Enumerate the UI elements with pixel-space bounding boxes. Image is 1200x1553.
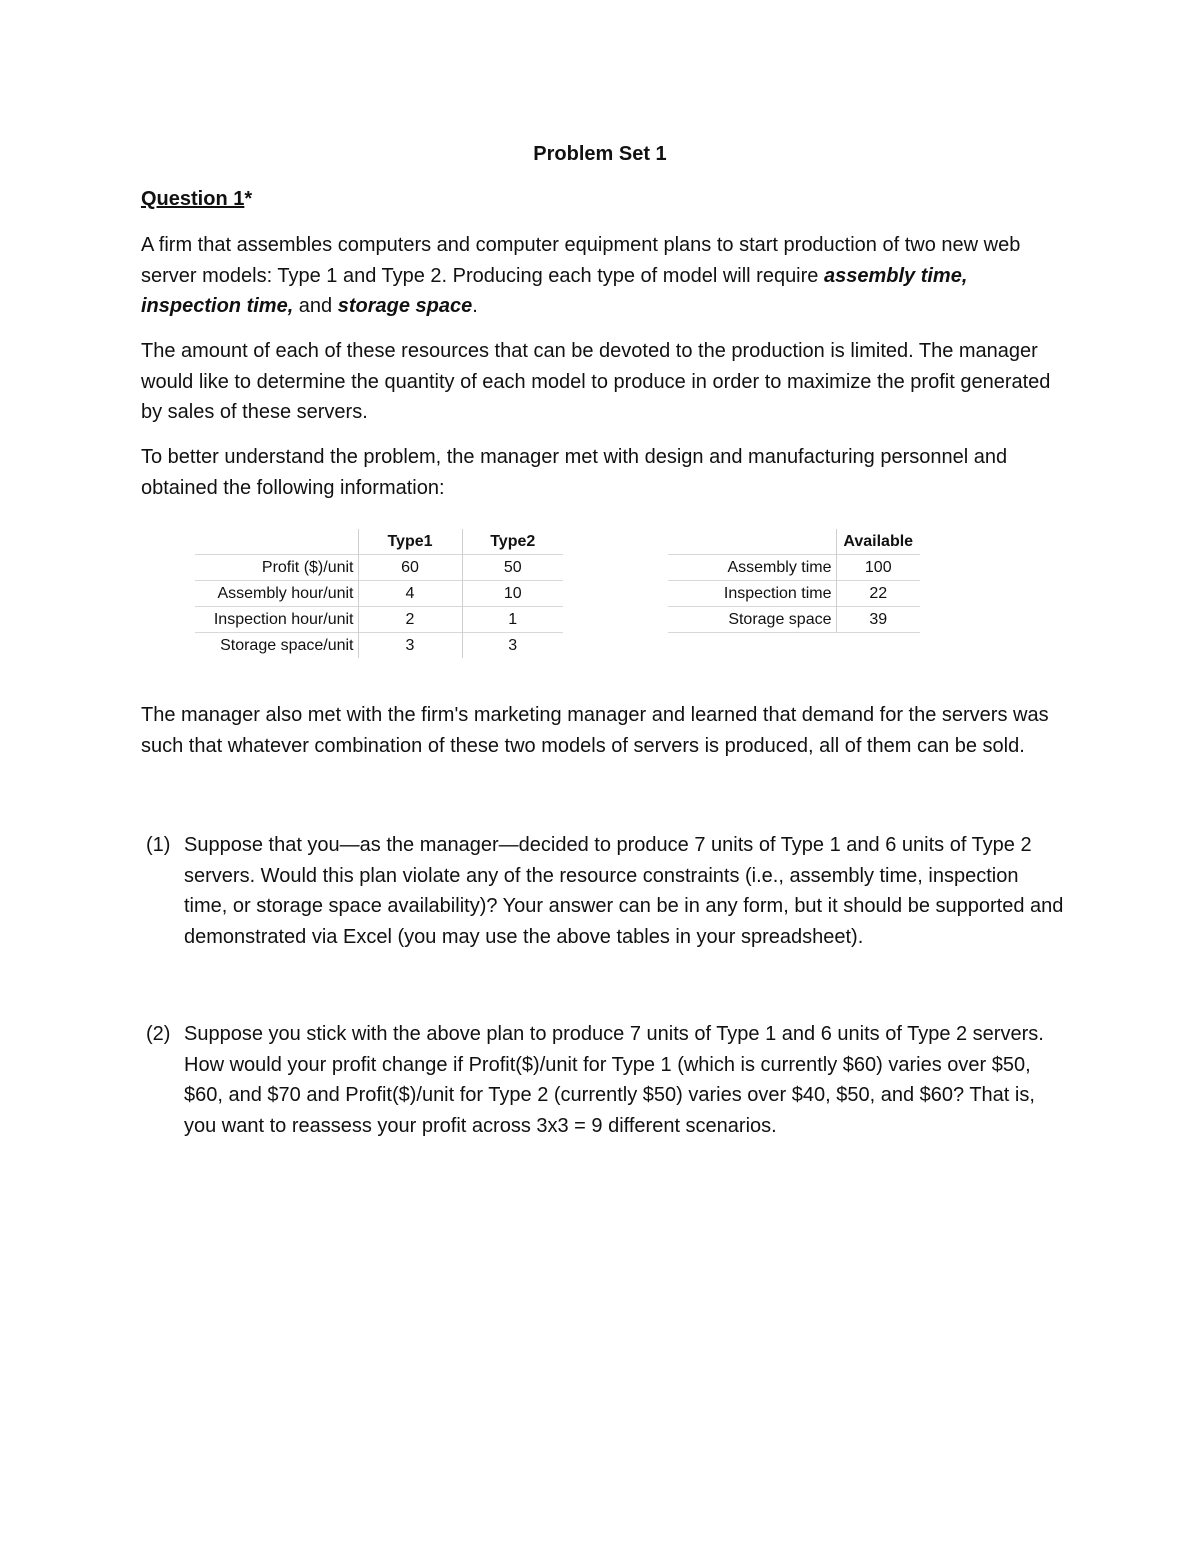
question-heading: [141, 188, 252, 211]
page-title: Problem Set 1: [533, 143, 667, 165]
question-label: Question 1: [141, 188, 245, 210]
table-row: [668, 581, 920, 607]
resources-paragraph: The amount of each of these resources that can be devoted to the production is limited. The manager would like to determine the quantity of each model to produce in order to maximize the profit generated by sales of these servers.: [141, 340, 1051, 423]
availability-table: [668, 529, 920, 633]
row-label: Profit ($)/unit: [195, 555, 358, 581]
information-paragraph: To better understand the problem, the manager met with design and manufacturing personnel and obtained the following information:: [141, 446, 1008, 499]
row-label: Assembly hour/unit: [195, 581, 358, 607]
intro-emphasis-storage: storage space: [337, 295, 473, 317]
intro-emphasis-resources: assembly time, inspection time,: [141, 264, 968, 317]
list-item: [146, 830, 1066, 952]
available-value: 100: [836, 555, 920, 581]
available-value: 39: [836, 607, 920, 633]
row-label: Storage space/unit: [195, 633, 358, 659]
table-row: [195, 633, 563, 659]
table-row: [195, 581, 563, 607]
type2-value: 3: [462, 633, 563, 659]
row-label: Inspection time: [668, 581, 836, 607]
intro-text: A firm that assembles computers and computer equipment plans to start production of two new web server models: Type 1 and Type 2. Producing each type of model will require: [141, 234, 1021, 287]
type2-value: 10: [462, 581, 563, 607]
per-unit-header-type1: Type1: [358, 529, 462, 555]
type1-value: 3: [358, 633, 462, 659]
availability-header: Available: [843, 532, 914, 550]
type1-value: 60: [358, 555, 462, 581]
list-item: [146, 1019, 1066, 1141]
row-label: Assembly time: [668, 555, 836, 581]
table-row: [195, 607, 563, 633]
table-row: [195, 555, 563, 581]
per-unit-header-blank: [195, 529, 358, 555]
type1-value: 2: [358, 607, 462, 633]
table-row: [668, 555, 920, 581]
item-number: (1): [146, 834, 171, 856]
type2-value: 1: [462, 607, 563, 633]
availability-table-header: [668, 529, 920, 555]
marketing-paragraph: The manager also met with the firm's marketing manager and learned that demand for the servers was such that whatever combination of these two models of servers is produced, all of them can be sold.: [141, 704, 1049, 757]
intro-text-and: and: [293, 295, 338, 317]
intro-paragraph: [141, 230, 1066, 322]
per-unit-table: [195, 529, 563, 658]
row-label: Inspection hour/unit: [195, 607, 358, 633]
per-unit-table-header: [195, 529, 563, 555]
item-text: Suppose that you—as the manager—decided to produce 7 units of Type 1 and 6 units of Type 2 servers. Would this plan violate any of the resource constraints (i.e., assembly time, inspection time, or storage space availability)? Your answer can be in any form, but it should be supported and demonstrated via Excel (you may use the above tables in your spreadsheet).: [184, 834, 1064, 948]
availability-header-blank: [668, 529, 836, 555]
available-value: 22: [836, 581, 920, 607]
type1-value: 4: [358, 581, 462, 607]
intro-text-end: .: [472, 295, 478, 317]
per-unit-header-type2: Type2: [490, 532, 536, 550]
item-number: (2): [146, 1023, 171, 1045]
question-marker: *: [244, 188, 253, 210]
row-label: Storage space: [668, 607, 836, 633]
table-row: [668, 607, 920, 633]
type2-value: 50: [462, 555, 563, 581]
item-text: Suppose you stick with the above plan to produce 7 units of Type 1 and 6 units of Type 2 servers. How would your profit change if Profit($)/unit for Type 1 (which is currently $60) varies over $50, $60, and $70 and Profit($)/unit for Type 2 (currently $50) varies over $40, $50, and $60? That is, you want to reassess your profit across 3x3 = 9 different scenarios.: [184, 1023, 1044, 1137]
